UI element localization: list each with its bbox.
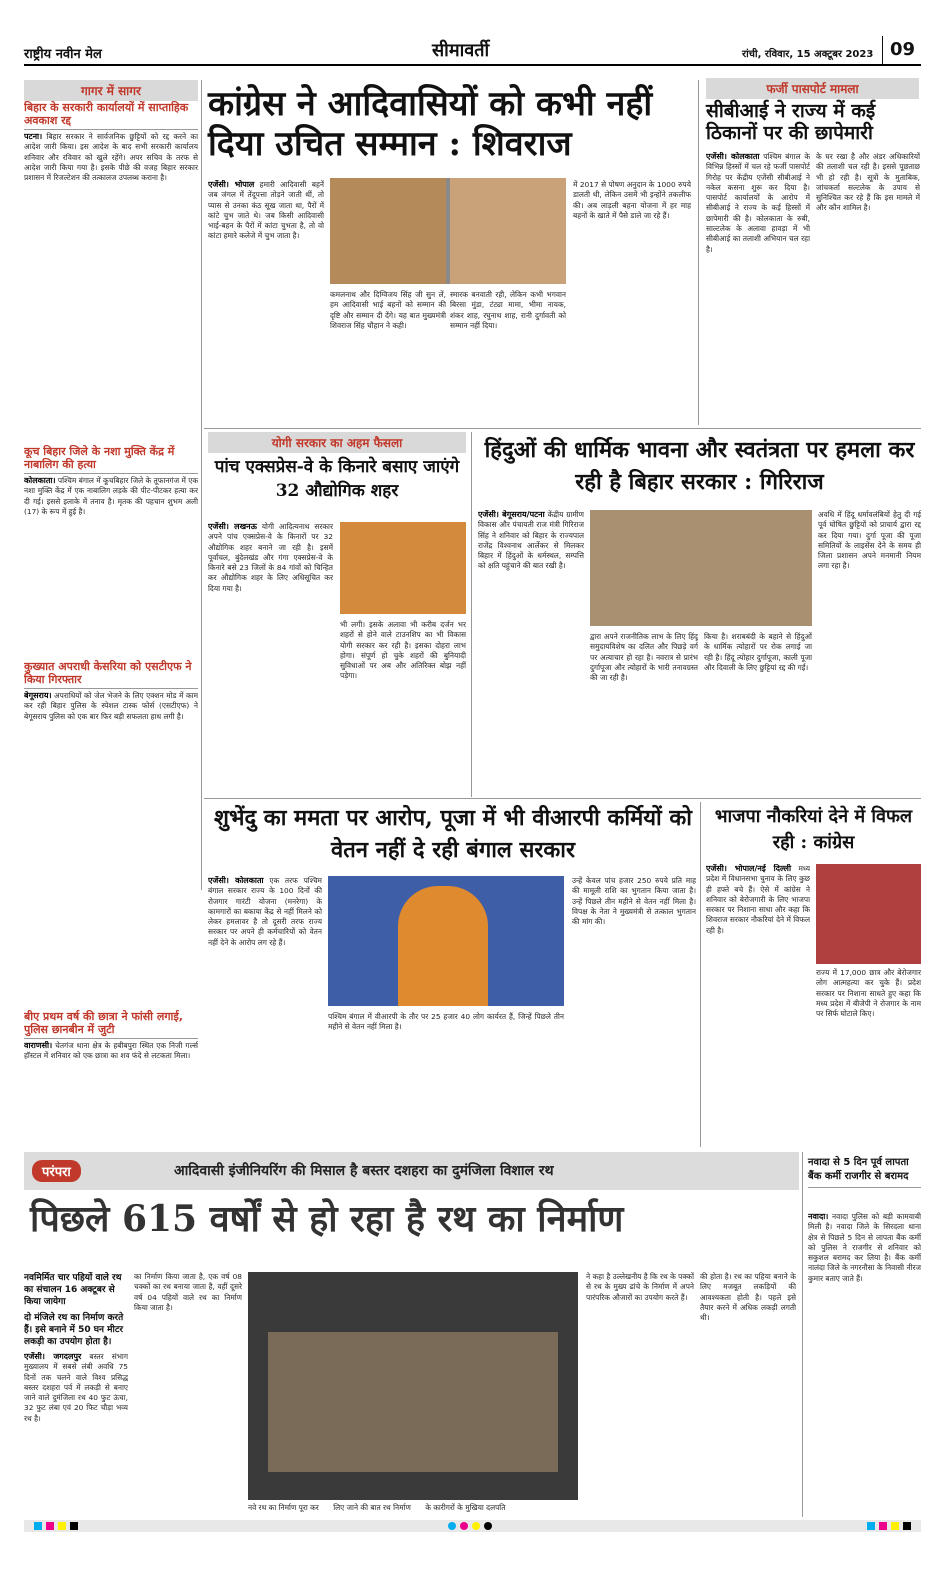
left-story-2-headline: कूच बिहार जिले के नशा मुक्ति केंद्र में नाबालिग की हत्या	[24, 445, 198, 474]
main-body-4: में 2017 से पोषण अनुदान के 1000 रुपये डालती थी, लेकिन उसमें भी इन्होंने तकलीफ की। अब लाड़ली बहना योजना में हर माह बहनों के खाते में पैसे डाले जा रहे हैं।	[573, 180, 691, 220]
bjp-body-col1	[706, 864, 810, 1146]
bastar-kicker: आदिवासी इंजीनियरिंग की मिसाल है बस्तर दशहरा का दुमंजिला विशाल रथ	[174, 1163, 554, 1179]
bastar-dateline: एजेंसी। जगदलपुर	[24, 1352, 82, 1361]
left-story-1-headline: बिहार के सरकारी कार्यालयों में साप्ताहिक अवकाश रद्द	[24, 101, 198, 130]
main-body-col2	[330, 290, 446, 420]
cbi-tag: फर्जी पासपोर्ट मामला	[706, 78, 919, 99]
bjp-headline: भाजपा नौकरियां देने में विफल रही : कांग्रेस	[714, 806, 913, 853]
main-dateline: एजेंसी। भोपाल	[208, 180, 255, 189]
date-line: रांची, रविवार, 15 अक्टूबर 2023	[742, 49, 874, 60]
left-story-2-dateline: कोलकाता।	[24, 476, 56, 485]
bastar-body-3: ने कहा है उल्लेखनीय है कि रथ के पक्कों से रथ के मुख्य ढांचे के निर्माण में अपने पारंपरिक औजारों का उपयोग करते हैं।	[586, 1272, 694, 1302]
main-body-2: कमलनाथ और दिग्विजय सिंह जी सुन लें, हम आदिवासी भाई बहनों को सम्मान की दृष्टि और सम्मान दी देंगे। यह बात मुख्यमंत्री शिवराज सिंह चौहान ने कही।	[330, 290, 446, 330]
row1-divider	[204, 428, 921, 429]
bastar-body-col3	[586, 1272, 694, 1512]
giriraj-photo	[590, 510, 812, 626]
page-number: 09	[890, 39, 916, 60]
suvendu-body-3: उन्हें केवल पांच हजार 250 रुपये प्रति माह की मामूली राशि का भुगतान किया जाता है। उन्हें पिछले तीन महीने से वेतन नहीं मिला है। विपक्ष के नेता ने मुख्यमंत्री से तत्काल भुगतान की मांग की।	[572, 876, 696, 927]
suvendu-dateline: एजेंसी। कोलकाता	[208, 876, 264, 885]
left-story-3	[24, 660, 198, 1005]
bastar-photo	[248, 1272, 578, 1500]
left-story-4-headline: बीए प्रथम वर्ष की छात्रा ने फांसी लगाई, पुलिस छानबीन में जुटी	[24, 1010, 198, 1039]
main-body-col1	[208, 180, 324, 420]
bastar-caption	[248, 1503, 578, 1515]
masthead	[24, 36, 921, 66]
left-story-4-body: चेतगंज थाना क्षेत्र के हबीबपुरा स्थित एक निजी गर्ल्स हॉस्टल में शनिवार को एक छात्रा का शव फंदे से लटकता मिला।	[24, 1041, 198, 1061]
main-photo	[330, 178, 566, 284]
giriraj-body-col3	[704, 632, 812, 792]
expressway-right-rule	[471, 432, 472, 797]
suvendu-body-col2	[328, 1012, 564, 1146]
bjp-body-2: राज्य में 17,000 छात्र और बेरोजगार लोग आत्महत्या कर चुके हैं। प्रदेश सरकार पर निशाना साधते हुए कहा कि मध्य प्रदेश में बीजेपी ने रोजगार के नाम पर सिर्फ घोटाले किए।	[816, 968, 921, 1019]
cbi-body-2: के घर रखा है और अंडर अधिकारियों की तलाशी चल रही है। इससे पूछताछ भी हो रही है। सूत्रों के मुताबिक, जांचकर्ता सल्टलेक के उपाय से सुनिश्चित कर रहे हैं कि इस मामले में और कौन शामिल है।	[816, 152, 920, 213]
bank-headline: नवादा से 5 दिन पूर्व लापता बैंक कर्मी राजगीर से बरामद	[808, 1156, 921, 1188]
expressway-dateline: एजेंसी। लखनऊ	[208, 522, 257, 531]
suvendu-headline: शुभेंदु का ममता पर आरोप, पूजा में भी वीआरपी कर्मियों को वेतन नहीं दे रही बंगाल सरकार	[214, 805, 692, 863]
left-story-1-body: बिहार सरकार ने सार्वजनिक छुट्टियों को रद्द करने का आदेश जारी किया। इस आदेश के बाद सभी सरकारी कार्यालय शनिवार और रविवार को खुले रहेंगे। अपर सचिव के तरफ से आदेश जारी किया गया है। इसके पीछे की वजह बिहार सरकार प्रशासन में रिजल्टेशन की तत्कालज उपलब्ध कराना है।	[24, 132, 198, 183]
left-story-2	[24, 445, 198, 655]
bjp-body: मध्य प्रदेश में विधानसभा चुनाव के लिए कुछ ही हफ्ते बचे हैं। ऐसे में कांग्रेस ने शनिवार को बेरोजगारी के लिए भाजपा सरकार पर निशाना साधा और कहा कि शिवराज सरकार नौकरियां देने में विफल रही है।	[706, 864, 810, 935]
bastar-right-rule	[802, 1152, 803, 1517]
suvendu-body-col3	[572, 876, 696, 1146]
suvendu-body-2: पश्चिम बंगाल में वीआरपी के तौर पर 25 हजार 40 लोग कार्यरत हैं, जिन्हें पिछले तीन महीने से वेतन नहीं मिला है।	[328, 1012, 564, 1032]
bastar-band	[24, 1152, 799, 1190]
bastar-side-heading-2: दो मंजिले रथ का निर्माण करते हैं। इसे बनाने में 50 घन मीटर लकड़ी का उपयोग होता है।	[24, 1313, 124, 1347]
suvendu-body: एक तरफ पश्चिम बंगाल सरकार राज्य के 100 दिनों की रोजगार गारंटी योजना (मनरेगा) के कामगारों का बकाया केंद्र से नहीं मिलने को लेकर हमलावर है तो दूसरी तरफ राज्य सरकार पर अपने ही कर्मचारियों को वेतन नहीं देने के आरोप लग रहे हैं।	[208, 876, 322, 947]
giriraj-body-col2	[590, 632, 698, 792]
main-body-1: हमारी आदिवासी बहनें जब जंगल में तेंदूपत्ता तोड़ने जाती थीं, तो प्यास से उनका कंठ सूख जाता था, पैरों में कांटे चुभ जाते थे। जब किसी आदिवासी भाई-बहन के पैरों में कांटा चुभता है, तो वो कांटा हमारे कलेजे में चुभ जाता है।	[208, 180, 324, 241]
bastar-caption-3: के कारीगरों के मुखिया दलपति	[425, 1503, 506, 1512]
giriraj-body: केंद्रीय ग्रामीण विकास और पंचायती राज मंत्री गिरिराज सिंह ने शनिवार को बिहार के राज्यपाल राजेंद्र विश्वनाथ आर्लेकर से मिलकर बिहार में हिंदुओं के धर्मस्थल, सम्पत्ति को क्षति पहुंचाने की बात रखी है।	[478, 510, 584, 571]
left-story-4	[24, 1010, 198, 1140]
bastar-caption-2: लिए जाने की बात रथ निर्माण	[333, 1503, 411, 1512]
bastar-body-col4	[700, 1272, 796, 1512]
cbi-headline: सीबीआई ने राज्य में कई ठिकानों पर की छापेमारी	[706, 100, 876, 144]
giriraj-body-2: द्वारा अपने राजनीतिक लाभ के लिए हिंदू समुदायविशेष का दलित और पिछड़े वर्ग पर अत्याचार हो रहा है। नवरात्र से प्रारंभ दुर्गापूजा और त्योहारों के भारी तनावग्रस्त की जा रही है।	[590, 632, 698, 683]
giriraj-headline: हिंदुओं की धार्मिक भावना और स्वतंत्रता पर हमला कर रही है बिहार सरकार : गिरिराज	[484, 437, 915, 495]
cbi-body-col2	[816, 152, 920, 417]
bjp-dateline: एजेंसी। भोपाल/नई दिल्ली	[706, 864, 792, 873]
expressway-body-col1	[208, 522, 333, 792]
bastar-side-heading: नवमिर्मित चार पहियों वाले रथ का संचालन 16 अक्टूबर से किया जायेगा	[24, 1273, 122, 1307]
cbi-body-col1	[706, 152, 810, 417]
page-divider	[882, 36, 883, 64]
expressway-tag: योगी सरकार का अहम फैसला	[208, 432, 466, 453]
main-headline: कांग्रेस ने आदिवासियों को कभी नहीं दिया उचित सम्मान : शिवराज	[208, 84, 653, 164]
bastar-body-4: की होता है। रथ का पहिया बनाने के लिए मजबूत लकड़ियों की आवश्यकता होती है। पहले इसे तैयार करने में अधिक लकड़ी लगती थी।	[700, 1272, 796, 1323]
left-story-3-body: अपराधियों को जेल भेजने के लिए एक्शन मोड में काम कर रही बिहार पुलिस के स्पेशल टास्क फोर्स (एसटीएफ) ने बेगूसराय पुलिस को एक बार फिर बड़ी सफलता हाथ लगी है।	[24, 691, 198, 721]
bjp-body-col2	[816, 968, 921, 1146]
left-column-tag: गागर में सागर	[24, 80, 198, 101]
expressway-photo	[340, 522, 466, 614]
expressway-headline: पांच एक्सप्रेस-वे के किनारे बसाए जाएंगे 32 औद्योगिक शहर	[214, 457, 460, 501]
main-body-3: स्मारक बनवाती रही, लेकिन कभी भगवान बिरसा मुंडा, टंट्या मामा, भीमा नायक, शंकर शाह, रघुनाथ शाह, रानी दुर्गावती को सम्मान नहीं दिया।	[450, 290, 566, 330]
expressway-body-2: भी लगी। इसके अलावा भी करीब दर्जन भर शहरों से होने वाले टाउनशिप का भी विकास योगी सरकार कर रही है। इसका दोहरा लाभ होगा। संपूर्ण हो चुके शहरों की बुनियादी सुविधाओं पर अब और अतिरिक्त बोझ नहीं पड़ेगा।	[340, 620, 466, 681]
giriraj-dateline: एजेंसी। बेगूसराय/पटना	[478, 510, 545, 519]
bastar-headline: पिछले 615 वर्षों से हो रहा है रथ का निर्माण	[30, 1198, 624, 1240]
left-story-3-dateline: बेगूसराय।	[24, 691, 52, 700]
left-story-3-headline: कुख्यात अपराधी केसरिया को एसटीएफ ने किया गिरफ्तार	[24, 660, 198, 689]
footer-bar	[24, 1520, 921, 1532]
suvendu-body-col1	[208, 876, 322, 1146]
bank-body-text: नवादा पुलिस को बड़ी कामयाबी मिली है। नवादा जिले के सिरदला थाना क्षेत्र से पिछले 5 दिन से लापता बैंक कर्मी को पुलिस ने राजगीर से शनिवार को सकुशल बरामद कर लिया है। बैंक कर्मी नालंदा जिले के नगरनौसा के निवासी नीरज कुमार बताए जाते हैं।	[808, 1212, 921, 1283]
left-story-2-body: पश्चिम बंगाल में कूचबिहार जिले के तूफानगंज में एक नशा मुक्ति केंद्र में एक नाबालिग लड़के की पीट-पीटकर हत्या कर दी गई। इससे इलाके में तनाव है। मृतक की पहचान शुभम अली (17) के रूप में हुई है।	[24, 476, 198, 516]
row2-divider	[204, 798, 921, 799]
suvendu-right-rule	[700, 802, 701, 1147]
giriraj-body-4: अवधि में हिंदू धर्मावलंबियों हेतु दी गई पूर्व घोषित छुट्टियों को प्राचार्य द्वारा रद्द कर दिया गया। दुर्गा पूजा की पूजा समितियों के लाइसेंस देने के समय ही जिला प्रशासन अपने मनमानी नियम लगा रहा है।	[818, 510, 921, 571]
bank-body	[808, 1212, 921, 1512]
bastar-body: बस्तर संभाग मुख्यालय में सबसे लंबी अवधि 75 दिनों तक चलने वाले विश्व प्रसिद्ध बस्तर दशहरा पर्व में लकड़ी से बनाए जाने वाले दुमंजिला रथ 40 फुट ऊंचा, 32 फुट लंबा एवं 20 फिट चौड़ा भव्य रथ है।	[24, 1352, 128, 1423]
left-story-1-dateline: पटना।	[24, 132, 43, 141]
expressway-body-col2	[340, 620, 466, 792]
bjp-photo	[816, 864, 921, 964]
left-story-4-dateline: वाराणसी।	[24, 1041, 53, 1050]
expressway-body: योगी आदित्यनाथ सरकार अपने पांच एक्सप्रेस-वे के किनारों पर 32 औद्योगिक शहर बनाने जा रही है। इसमें पूर्वांचल, बुंदेलखंड और गंगा एक्सप्रेस-वे के किनारे बसे 23 जिलों के 84 गांवों को चिन्हित कर औद्योगिक शहर के लिए अधिसूचित कर दिया गया है।	[208, 522, 333, 593]
logo: राष्ट्रीय नवीन मेल	[24, 47, 102, 62]
left-column-rule	[201, 80, 202, 890]
bank-dateline: नवादा।	[808, 1212, 829, 1221]
section-title: सीमावर्ती	[432, 40, 490, 61]
giriraj-body-3: किया है। शराबबंदी के बहाने से हिंदुओं के धार्मिक त्योहारों पर रोक लगाई जा रही है। हिंदू त्योहार दुर्गापूजा, काली पूजा और दिवाली के लिए छुट्टियां रद्द की गईं।	[704, 632, 812, 672]
cbi-dateline: एजेंसी। कोलकाता	[706, 152, 760, 161]
cbi-body: पश्चिम बंगाल के विभिन्न हिस्सों में चल रहे फर्जी पासपोर्ट गिरोह पर केंद्रीय एजेंसी सीबीआई ने नकेल कसना शुरू कर दिया है। पासपोर्ट कार्यालयों के आरोप में सीबीआई ने राज्य के कई हिस्सों में छापेमारी की है। कोलकाता के रुबी, साल्टलेक के अलावा हावड़ा में भी सीबीआई का तलाशी अभियान चल रहा है।	[706, 152, 810, 254]
masthead-divider	[24, 64, 921, 66]
main-body-col3	[450, 290, 566, 420]
bastar-tag: परंपरा	[32, 1160, 81, 1182]
main-body-col4	[573, 180, 691, 420]
left-story-1	[24, 101, 198, 441]
bastar-side	[24, 1272, 128, 1512]
bastar-body-2: का निर्माण किया जाता है, एक वर्ष 08 चक्कों का रथ बनाया जाता है, वहीं दूसरे वर्ष 04 पहियों वाले रथ का निर्माण किया जाता है।	[134, 1272, 242, 1312]
main-right-rule	[698, 80, 699, 425]
bastar-caption-1: नवे रथ का निर्माण पूरा कर	[248, 1503, 319, 1512]
suvendu-photo	[328, 876, 564, 1006]
giriraj-body-col1	[478, 510, 584, 792]
bastar-body-col2	[134, 1272, 242, 1512]
giriraj-body-col4	[818, 510, 921, 792]
